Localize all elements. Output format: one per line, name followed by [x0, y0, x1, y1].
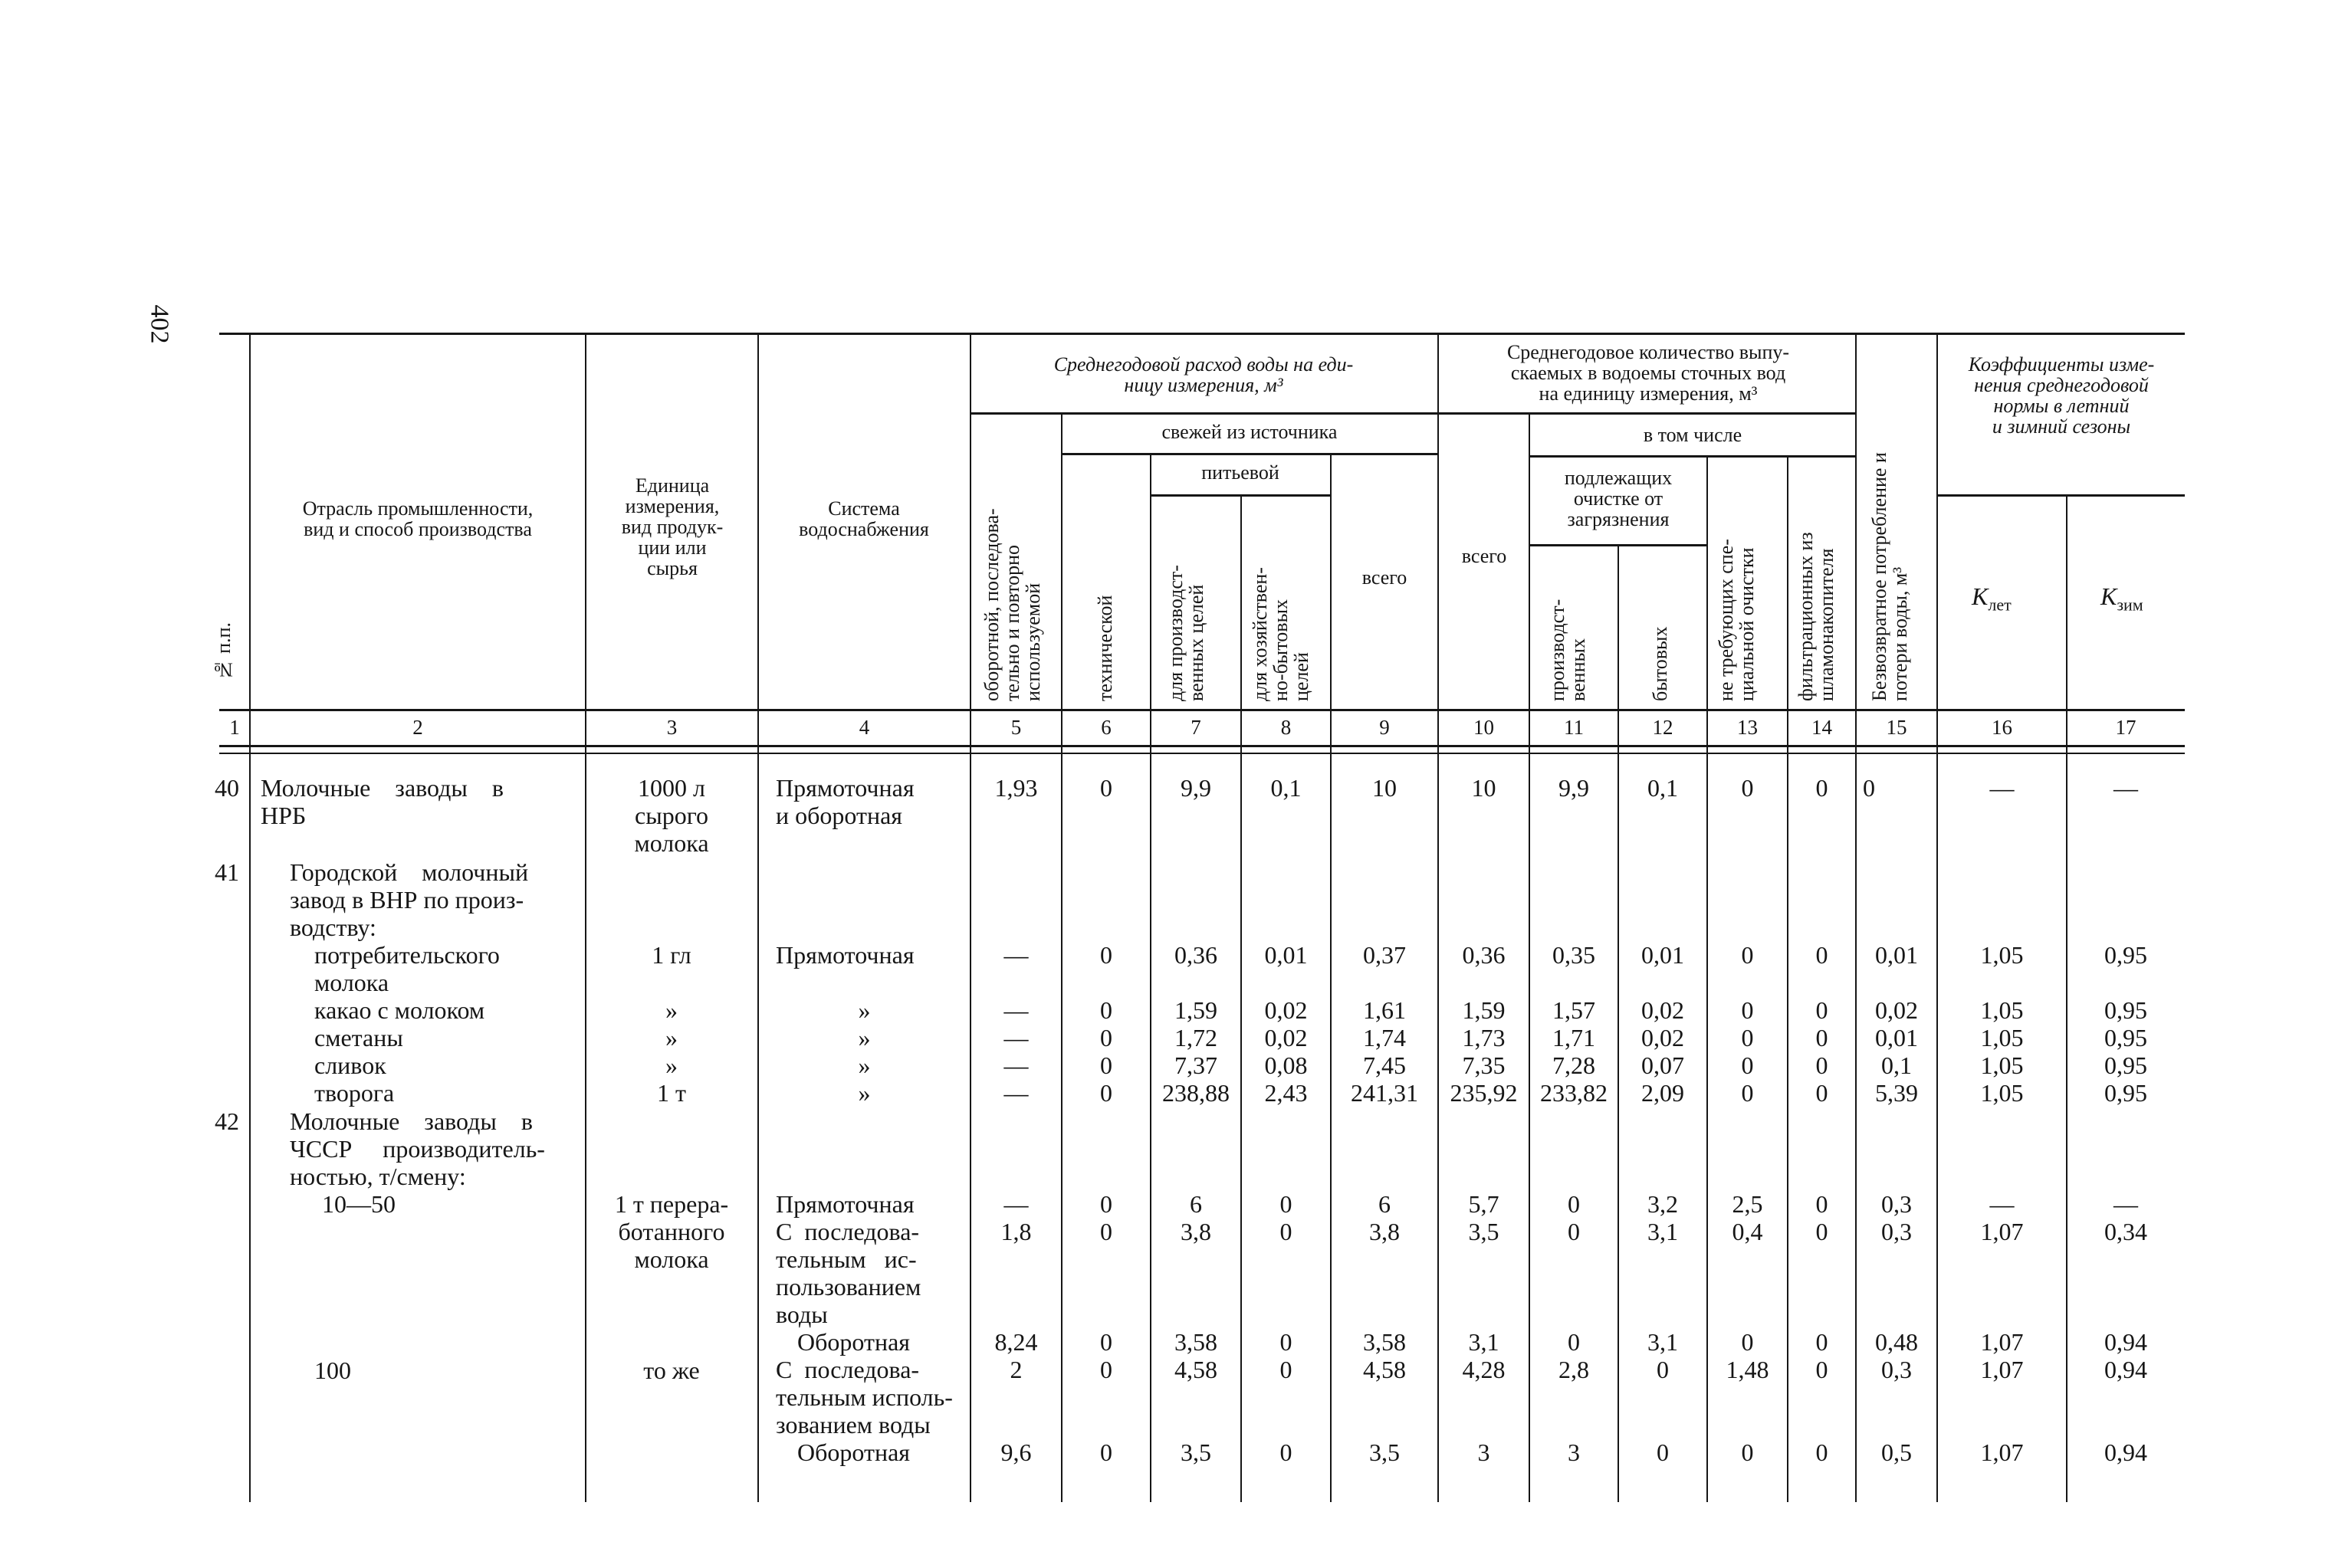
row41-system: »: [858, 1024, 871, 1051]
cell: 0: [1815, 774, 1828, 802]
row42-system: Оборотная: [797, 1328, 910, 1356]
cell: 1,05: [1980, 941, 2024, 969]
row41-sub-name: творога: [314, 1079, 395, 1107]
row-number: 40: [215, 774, 239, 802]
header-consumption: Среднегодовой расход воды на еди- ницу измерения, м³: [1053, 353, 1354, 396]
cell: —: [1989, 774, 2015, 802]
column-number: 13: [1737, 716, 1758, 739]
column-number: 15: [1886, 716, 1907, 739]
row41-system: »: [858, 1051, 871, 1079]
cell: 238,88: [1162, 1079, 1230, 1107]
cell: 0: [1568, 1218, 1580, 1245]
row42-system: Оборотная: [797, 1438, 910, 1466]
header-coef: Коэффициенты изме- нения среднегодовой нормы в летний и зимний сезоны: [1968, 353, 2155, 438]
cell: 1,74: [1363, 1024, 1406, 1051]
cell: —: [2113, 1190, 2138, 1218]
vrule: [1437, 335, 1439, 1502]
cell: 1,07: [1980, 1438, 2024, 1466]
cell: 0: [1815, 1079, 1828, 1107]
cell: 0: [1741, 996, 1754, 1024]
cell: 0: [1100, 996, 1112, 1024]
cell: 0: [1100, 1024, 1112, 1051]
cell: 0,94: [2104, 1328, 2147, 1356]
row42-capacity: 100: [314, 1356, 351, 1384]
row40-unit: 1000 л сырого молока: [634, 774, 709, 857]
k-subscript: зим: [2117, 595, 2143, 615]
header-col11: производст- венных: [1546, 599, 1589, 701]
cell: 1,05: [1980, 1024, 2024, 1051]
row41-unit: »: [665, 1051, 678, 1079]
column-number: 8: [1280, 716, 1292, 739]
cell: 3,1: [1468, 1328, 1499, 1356]
cell: 0,01: [1641, 941, 1684, 969]
cell: 0,07: [1641, 1051, 1684, 1079]
cell: 1,61: [1363, 996, 1406, 1024]
cell: 1,72: [1174, 1024, 1217, 1051]
cell: 0,5: [1881, 1438, 1912, 1466]
cell: 0,95: [2104, 1079, 2147, 1107]
vrule: [1855, 335, 1857, 1502]
cell: 7,37: [1174, 1051, 1217, 1079]
cell: 0,95: [2104, 941, 2147, 969]
header-discharge: Среднегодовое количество выпу- скаемых в водоемы сточных вод на единицу измерения, м³: [1506, 341, 1790, 405]
cell: 1,59: [1462, 996, 1506, 1024]
row41-unit: »: [665, 1024, 678, 1051]
cell: 1,07: [1980, 1218, 2024, 1245]
column-number: 6: [1101, 716, 1112, 739]
cell: 9,6: [1000, 1438, 1032, 1466]
cell: 1,05: [1980, 1079, 2024, 1107]
cell: 0,34: [2104, 1218, 2147, 1245]
cell: 0: [1741, 1051, 1754, 1079]
cell: 0: [1815, 996, 1828, 1024]
column-number: 3: [666, 716, 678, 739]
header-col2: Отрасль промышленности, вид и способ производства: [302, 497, 534, 540]
cell: 0,3: [1881, 1218, 1912, 1245]
header-col15: Безвозвратное потребление и потери воды, м³: [1868, 452, 1911, 701]
cell: 0: [1100, 1356, 1112, 1383]
cell: —: [1003, 1024, 1029, 1051]
cell: 0: [1100, 1218, 1112, 1245]
cell: 3,1: [1647, 1328, 1678, 1356]
page-number: 402: [145, 304, 174, 344]
cell: 3,5: [1181, 1438, 1211, 1466]
row41-sub-name: сливок: [314, 1051, 386, 1079]
cell: 241,31: [1351, 1079, 1418, 1107]
cell: 3,2: [1647, 1190, 1678, 1218]
cell: 5,7: [1468, 1190, 1499, 1218]
cell: 7,45: [1363, 1051, 1406, 1079]
column-number: 7: [1191, 716, 1201, 739]
cell: 2: [1010, 1356, 1023, 1383]
cell: —: [1003, 941, 1029, 969]
cell: 4,28: [1462, 1356, 1506, 1383]
cell: 0: [1815, 1328, 1828, 1356]
cell: 0: [1568, 1190, 1580, 1218]
cell: —: [2113, 774, 2138, 802]
rule-coef: [1936, 494, 2185, 497]
cell: —: [1003, 1051, 1029, 1079]
cell: 0: [1279, 1356, 1292, 1383]
cell: 235,92: [1450, 1079, 1518, 1107]
cell: 0,01: [1875, 1024, 1918, 1051]
row42-system: С последова- тельным ис- пользованием воды: [776, 1218, 921, 1328]
cell: 233,82: [1540, 1079, 1608, 1107]
row41-system: »: [858, 996, 871, 1024]
cell: 0: [1100, 1438, 1112, 1466]
cell: 0: [1100, 1079, 1112, 1107]
cell: 0: [1279, 1328, 1292, 1356]
cell: 9,9: [1181, 774, 1211, 802]
header-col6: технической: [1094, 595, 1116, 701]
cell: 2,8: [1558, 1356, 1589, 1383]
cell: 0: [1815, 1356, 1828, 1383]
k-symbol: K: [1972, 582, 1989, 610]
vrule: [1936, 335, 1938, 1502]
column-number: 5: [1010, 716, 1022, 739]
cell: 6: [1378, 1190, 1391, 1218]
cell: 0,02: [1641, 996, 1684, 1024]
header-col8: для хозяйствен- но-бытовых целей: [1249, 567, 1312, 701]
row42-unit: то же: [643, 1356, 700, 1384]
cell: 1,8: [1000, 1218, 1032, 1245]
cell: 8,24: [994, 1328, 1038, 1356]
cell: 0: [1279, 1438, 1292, 1466]
cell: 5,39: [1875, 1079, 1918, 1107]
cell: 3,5: [1468, 1218, 1499, 1245]
rule-consumption: [970, 412, 1437, 415]
cell: 0: [1815, 1051, 1828, 1079]
row42-system: С последова- тельным исполь- зованием воды: [776, 1356, 953, 1438]
column-number: 14: [1811, 716, 1832, 739]
cell: 0,02: [1264, 996, 1308, 1024]
number-row-rule: [219, 745, 2185, 747]
cell: —: [1989, 1190, 2015, 1218]
row41-unit: 1 т: [657, 1079, 686, 1107]
cell: 0: [1100, 1190, 1112, 1218]
cell: —: [1003, 1079, 1029, 1107]
cell: 0,1: [1270, 774, 1302, 802]
row41-sub-name: какао с молоком: [314, 996, 485, 1024]
cell: 0: [1741, 1328, 1754, 1356]
cell: 1,57: [1552, 996, 1595, 1024]
cell: 0: [1100, 941, 1112, 969]
row41-sub-name: потребительского молока: [314, 941, 500, 996]
cell: 1,07: [1980, 1328, 2024, 1356]
cell: 3: [1568, 1438, 1580, 1466]
cell: 3,58: [1174, 1328, 1217, 1356]
column-number: 12: [1652, 716, 1673, 739]
cell: 4,58: [1174, 1356, 1217, 1383]
cell: 0,94: [2104, 1438, 2147, 1466]
cell: 0,02: [1641, 1024, 1684, 1051]
vrule: [757, 335, 759, 1502]
cell: 3,5: [1369, 1438, 1400, 1466]
k-subscript: лет: [1988, 595, 2012, 615]
header-rule: [219, 709, 2185, 711]
vrule: [249, 335, 251, 1502]
cell: 1,59: [1174, 996, 1217, 1024]
cell: 3: [1477, 1438, 1490, 1466]
row-number: 41: [215, 858, 239, 886]
row41-sub-name: сметаны: [314, 1024, 403, 1051]
cell: 3,8: [1181, 1218, 1211, 1245]
cell: 0: [1815, 1190, 1828, 1218]
cell: 0,08: [1264, 1051, 1308, 1079]
column-number: 1: [229, 716, 240, 739]
cell: 2,43: [1264, 1079, 1308, 1107]
header-col14: фильтрационных из шламонакопителя: [1795, 532, 1838, 701]
cell: 0: [1100, 1051, 1112, 1079]
cell: 0,94: [2104, 1356, 2147, 1383]
row41-system: Прямоточная: [776, 941, 915, 969]
header-col16: [1972, 582, 2012, 615]
cell: 0: [1100, 774, 1112, 802]
header-col1: № п.п.: [212, 622, 235, 681]
cell: 7,28: [1552, 1051, 1595, 1079]
cell: 0: [1741, 941, 1754, 969]
header-col5: оборотной, последова- тельно и повторно используемой: [980, 508, 1044, 701]
header-col10: всего: [1461, 545, 1507, 567]
cell: 0: [1279, 1190, 1292, 1218]
row42-name: Молочные заводы в ЧССР производитель- ностью, т/смену:: [290, 1107, 545, 1190]
cell: 0,1: [1647, 774, 1678, 802]
column-number: 2: [412, 716, 423, 739]
column-number: 4: [859, 716, 870, 739]
row42-system: Прямоточная: [776, 1190, 915, 1218]
cell: 3,1: [1647, 1218, 1678, 1245]
row42-unit: 1 т перера- ботанного молока: [614, 1190, 729, 1273]
cell: —: [1003, 996, 1029, 1024]
rule-fresh: [1061, 453, 1437, 455]
number-row-rule-2: [219, 753, 2185, 754]
column-number: 17: [2115, 716, 2136, 739]
cell: 0,36: [1174, 941, 1217, 969]
row42-capacity: 10—50: [322, 1190, 396, 1218]
cell: 0: [1815, 1438, 1828, 1466]
cell: 1,05: [1980, 996, 2024, 1024]
row41-unit: »: [665, 996, 678, 1024]
header-col3: Единица измерения, вид продук- ции или сырья: [621, 474, 724, 579]
cell: 0: [1815, 1024, 1828, 1051]
cell: 0,3: [1881, 1356, 1912, 1383]
header-in-that: в том числе: [1643, 424, 1742, 446]
cell: 0,95: [2104, 1024, 2147, 1051]
cell: 0,02: [1264, 1024, 1308, 1051]
cell: 6: [1190, 1190, 1202, 1218]
cell: 0: [1568, 1328, 1580, 1356]
cell: 0,37: [1363, 941, 1406, 969]
header-col12: бытовых: [1649, 626, 1671, 701]
cell: 0: [1741, 1438, 1754, 1466]
cell: 0: [1815, 1218, 1828, 1245]
rule-in-that: [1529, 455, 1855, 458]
vrule: [585, 335, 586, 1502]
cell: 0,02: [1875, 996, 1918, 1024]
cell: 7,35: [1462, 1051, 1506, 1079]
k-symbol: K: [2100, 582, 2117, 610]
header-col13: не требующих спе- циальной очистки: [1715, 539, 1758, 701]
cell: 3,58: [1363, 1328, 1406, 1356]
cell: 4,58: [1363, 1356, 1406, 1383]
header-col9: всего: [1361, 566, 1407, 589]
cell: 1,73: [1462, 1024, 1506, 1051]
row-number: 42: [215, 1107, 239, 1135]
cell: 0: [1279, 1218, 1292, 1245]
cell: 9,9: [1558, 774, 1589, 802]
header-col17: [2100, 582, 2143, 615]
header-treat: подлежащих очистке от загрязнения: [1564, 467, 1673, 530]
cell: 0,36: [1462, 941, 1506, 969]
cell: 0,1: [1881, 1051, 1912, 1079]
row41-unit: 1 гл: [652, 941, 691, 969]
row40-name: Молочные заводы в НРБ: [261, 774, 504, 829]
cell: 1,71: [1552, 1024, 1595, 1051]
cell: 0,01: [1875, 941, 1918, 969]
header-potable: питьевой: [1201, 461, 1279, 484]
table-top-rule: [219, 333, 2185, 335]
cell: —: [1003, 1190, 1029, 1218]
vrule: [970, 335, 971, 1502]
cell: 0,3: [1881, 1190, 1912, 1218]
row41-name: Городской молочный завод в ВНР по произ- водству:: [290, 858, 529, 941]
cell: 0,35: [1552, 941, 1595, 969]
cell: 1,07: [1980, 1356, 2024, 1383]
cell: 10: [1471, 774, 1496, 802]
column-number: 11: [1564, 716, 1584, 739]
cell: 0,48: [1875, 1328, 1918, 1356]
header-col7: для производст- венных целей: [1164, 565, 1207, 701]
header-col4: Система водоснабжения: [799, 497, 929, 540]
row40-system: Прямоточная и оборотная: [776, 774, 915, 829]
cell: 0,95: [2104, 1051, 2147, 1079]
cell: 0: [1657, 1438, 1669, 1466]
column-number: 10: [1473, 716, 1494, 739]
row41-system: »: [858, 1079, 871, 1107]
cell: 1,48: [1726, 1356, 1769, 1383]
cell: 0: [1100, 1328, 1112, 1356]
cell: 2,09: [1641, 1079, 1684, 1107]
cell: 3,8: [1369, 1218, 1400, 1245]
cell: 0: [1657, 1356, 1669, 1383]
cell: 0: [1741, 1079, 1754, 1107]
column-number: 16: [1992, 716, 2012, 739]
column-number: 9: [1379, 716, 1390, 739]
cell: 2,5: [1732, 1190, 1763, 1218]
rule-discharge: [1437, 412, 1855, 415]
cell: 0: [1741, 774, 1754, 802]
cell: 0,95: [2104, 996, 2147, 1024]
cell: 0,4: [1732, 1218, 1763, 1245]
header-fresh: свежей из источника: [1161, 421, 1338, 443]
cell: 1,05: [1980, 1051, 2024, 1079]
cell: 10: [1372, 774, 1397, 802]
cell: 0,01: [1264, 941, 1308, 969]
cell: 0: [1815, 941, 1828, 969]
cell: 0: [1741, 1024, 1754, 1051]
cell: 0: [1863, 774, 1875, 802]
cell: 1,93: [994, 774, 1038, 802]
